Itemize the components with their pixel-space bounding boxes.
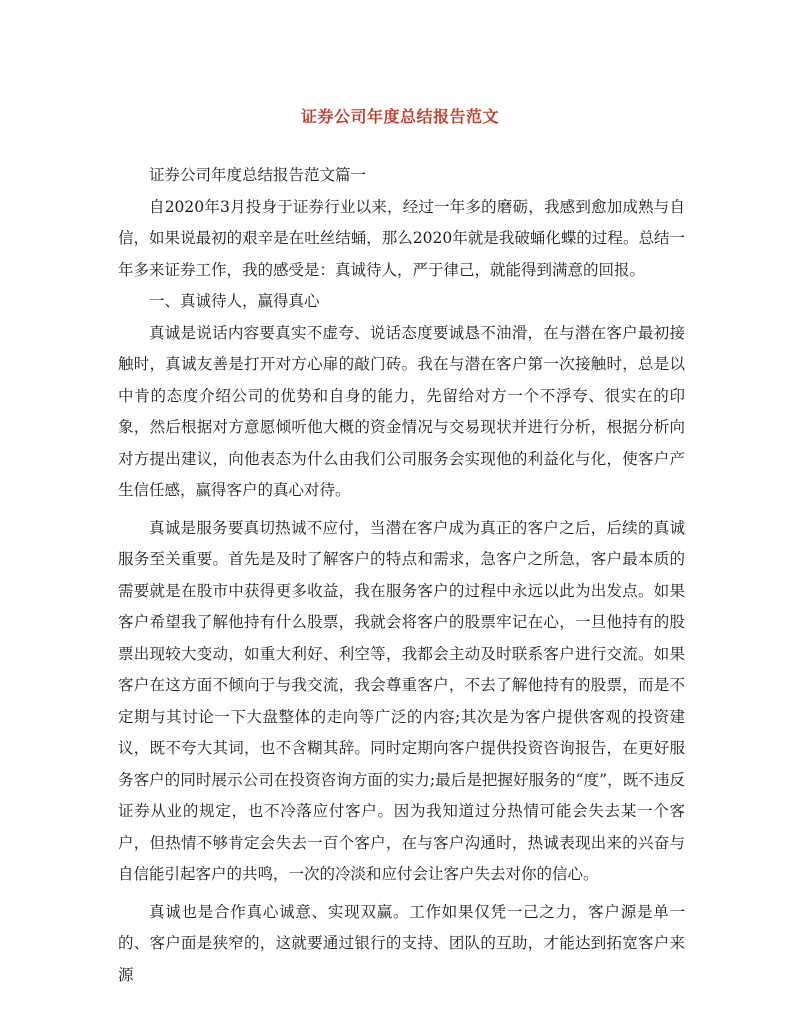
section-heading-1: 一、真诚待人，赢得真心 xyxy=(149,292,320,310)
paragraph-sincere-service: 真诚是服务要真切热诚不应付，当潜在客户成为真正的客户之后，后续的真诚服务至关重要。首先是及时了解客户的特点和需求，急客户之所急，客户最本质的需要就是在股市中获得更多收益，我在服务客户的过程中永远以此为出发点。如果客户希望我了解他持有什么股票，我就会将客户的股票牢记在心，一旦他持有的股票出现较大变动，如重大利好、利空等，我都会主动及时联系客户进行交流。如果客户在这方面不倾向于与我交流，我会尊重客户，不去了解他持有的股票，而是不定期与其讨论一下大盘整体的走向等广泛的内容;其次是为客户提供客观的投资建议，既不夸大其词，也不含糊其辞。同时定期向客户提供投资咨询报告，在更好服务客户的同时展示公司在投资咨询方面的实力;最后是把握好服务的“度”，既不违反证券从业的规定，也不冷落应付客户。因为我知道过分热情可能会失去某一个客户，但热情不够肯定会失去一百个客户，在与客户沟通时，热诚表现出来的兴奋与自信能引起客户的共鸣，一次的冷淡和应付会让客户失去对你的信心。 xyxy=(118,518,685,883)
section-subtitle: 证券公司年度总结报告范文篇一 xyxy=(149,166,367,184)
paragraph-sincere-words: 真诚是说话内容要真实不虚夸、说话态度要诚恳不油滑，在与潜在客户最初接触时，真诚友善是打开对方心扉的敲门砖。我在与潜在客户第一次接触时，总是以中肯的态度介绍公司的优势和自身的能力，先留给对方一个不浮夸、很实在的印象，然后根据对方意愿倾听他大概的资金情况与交易现状并进行分析，根据分析向对方提出建议，向他表态为什么由我们公司服务会实现他的利益化与化，使客户产生信任感，赢得客户的真心对待。 xyxy=(118,323,685,499)
document-body xyxy=(118,160,685,991)
paragraph-intro: 自2020年3月投身于证券行业以来，经过一年多的磨砺，我感到愈加成熟与自信，如果说最初的艰辛是在吐丝结蛹，那么2020年就是我破蛹化蝶的过程。总结一年多来证券工作，我的感受是：真诚待人，严于律己，就能得到满意的回报。 xyxy=(118,197,685,279)
document-title: 证券公司年度总结报告范文 xyxy=(300,107,499,126)
paragraph-sincere-cooperation: 真诚也是合作真心诚意、实现双赢。工作如果仅凭一己之力，客户源是单一的、客户面是狭窄的，这就要通过银行的支持、团队的互助，才能达到拓宽客户来源 xyxy=(118,902,685,984)
